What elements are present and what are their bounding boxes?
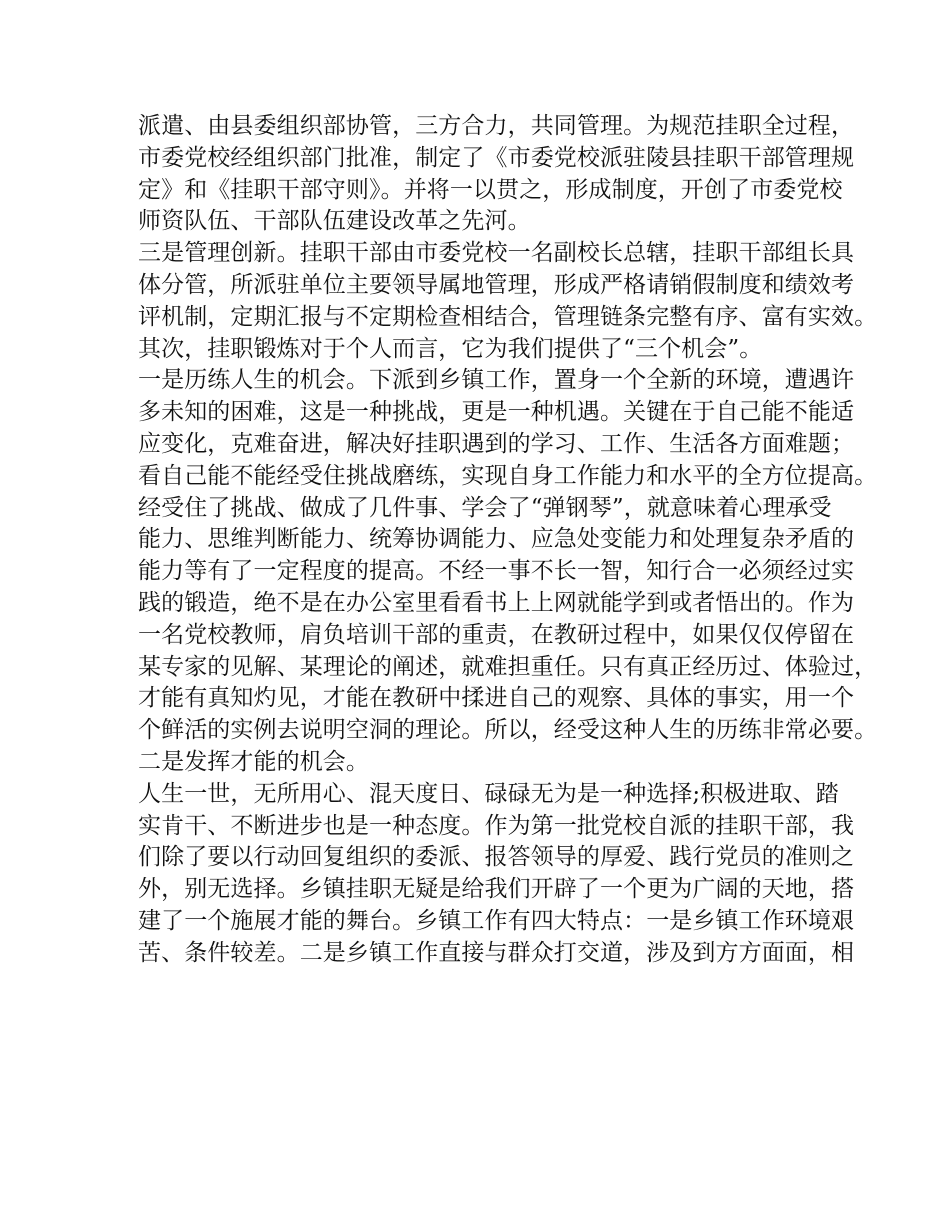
text-line: 建了一个施展才能的舞台。乡镇工作有四大特点：一是乡镇工作环境艰 <box>138 907 855 934</box>
text-line: 派遣、由县委组织部协管，三方合力，共同管理。为规范挂职全过程， <box>138 113 855 139</box>
text-line: 三是管理创新。挂职干部由市委党校一名副校长总辖，挂职干部组长具 <box>138 240 855 267</box>
text-line: 多未知的困难，这是一种挑战，更是一种机遇。关键在于自己能不能适 <box>138 399 855 426</box>
text-line: 评机制，定期汇报与不定期检查相结合，管理链条完整有序、富有实效。 <box>138 303 878 330</box>
text-line: 师资队伍、干部队伍建设改革之先河。 <box>138 208 531 235</box>
text-line: 经受住了挑战、做成了几件事、学会了“弹钢琴”，就意味着心理承受 <box>138 494 832 521</box>
text-line: 才能有真知灼见，才能在教研中揉进自己的观察、具体的事实，用一个 <box>138 685 855 712</box>
text-line: 市委党校经组织部门批准，制定了《市委党校派驻陵县挂职干部管理规 <box>138 144 855 171</box>
text-line: 苦、条件较差。二是乡镇工作直接与群众打交道，涉及到方方面面，相 <box>138 939 855 966</box>
text-line: 个鲜活的实例去说明空洞的理论。所以，经受这种人生的历练非常必要。 <box>138 717 878 744</box>
body-text <box>138 111 878 970</box>
text-line: 看自己能不能经受住挑战磨练，实现自身工作能力和水平的全方位提高。 <box>138 462 878 489</box>
text-line: 一是历练人生的机会。下派到乡镇工作，置身一个全新的环境，遭遇许 <box>138 367 855 394</box>
text-line: 践的锻造，绝不是在办公室里看看书上上网就能学到或者悟出的。作为 <box>138 589 855 616</box>
text-line: 们除了要以行动回复组织的委派、报答领导的厚爱、践行党员的准则之 <box>138 844 855 871</box>
text-line: 体分管，所派驻单位主要领导属地管理，形成严格请销假制度和绩效考 <box>138 271 855 298</box>
text-line: 某专家的见解、某理论的阐述，就难担重任。只有真正经历过、体验过， <box>138 653 878 680</box>
text-line: 定》和《挂职干部守则》。并将一以贯之，形成制度，开创了市委党校 <box>138 176 843 203</box>
text-line: 二是发挥才能的机会。 <box>138 748 369 775</box>
text-line: 其次，挂职锻炼对于个人而言，它为我们提供了“三个机会”。 <box>138 335 763 362</box>
text-line: 应变化，克难奋进，解决好挂职遇到的学习、工作、生活各方面难题； <box>138 430 855 457</box>
text-line: 实肯干、不断进步也是一种态度。作为第一批党校自派的挂职干部，我 <box>138 812 855 839</box>
text-line: 一名党校教师，肩负培训干部的重责，在教研过程中，如果仅仅停留在 <box>138 621 855 648</box>
text-line: 人生一世，无所用心、混天度日、碌碌无为是一种选择;积极进取、踏 <box>138 780 839 807</box>
text-line: 能力、思维判断能力、统筹协调能力、应急处变能力和处理复杂矛盾的 <box>138 526 855 553</box>
text-line: 外，别无选择。乡镇挂职无疑是给我们开辟了一个更为广阔的天地，搭 <box>138 876 855 903</box>
text-line: 能力等有了一定程度的提高。不经一事不长一智，知行合一必须经过实 <box>138 558 855 585</box>
